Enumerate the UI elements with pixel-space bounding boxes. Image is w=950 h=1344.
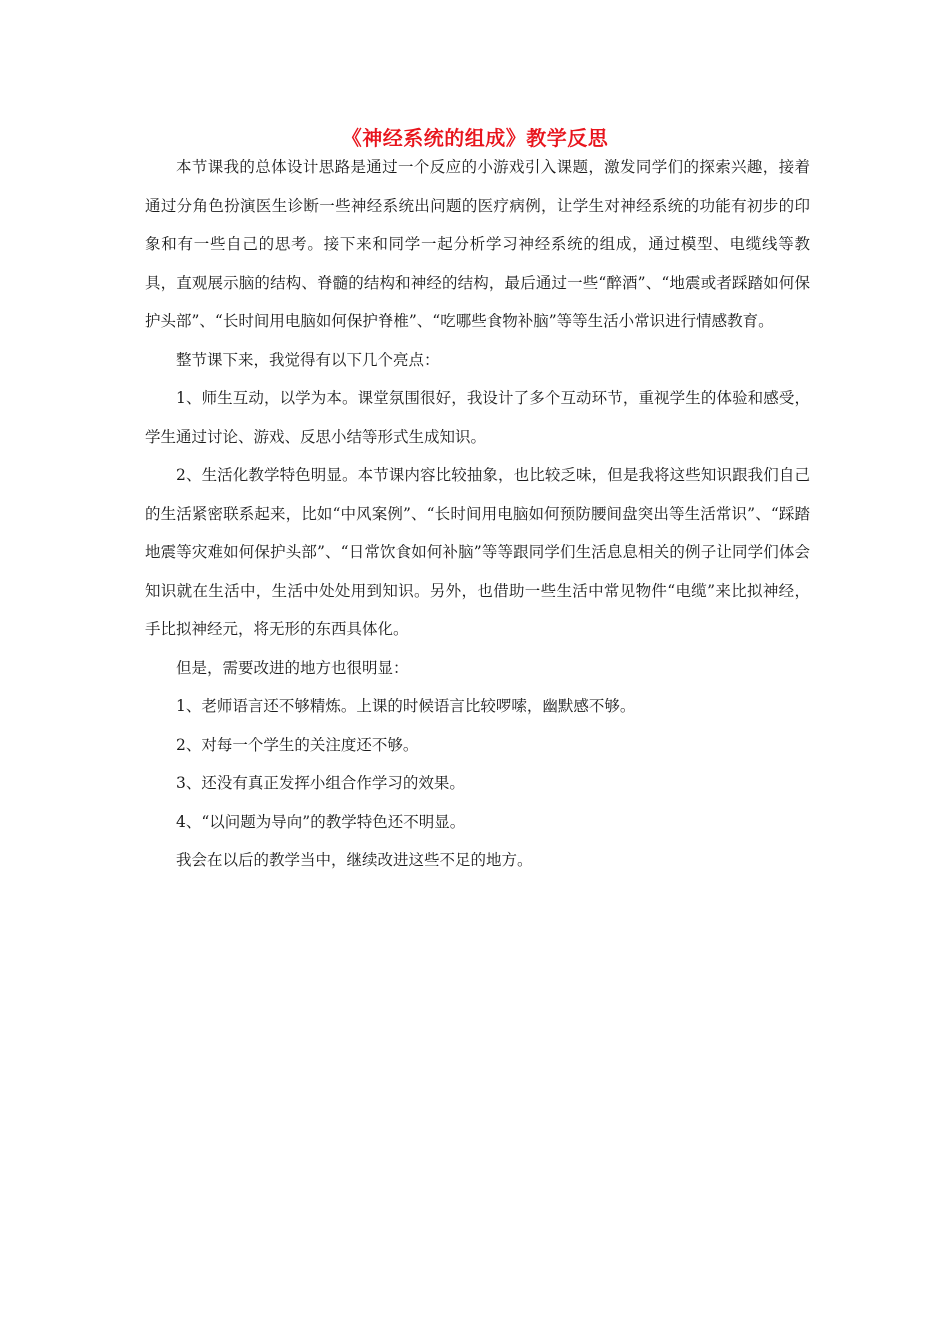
paragraph-highlight-2: 2、生活化教学特色明显。本节课内容比较抽象，也比较乏味，但是我将这些知识跟我们自己的生活紧密联系起来，比如“中风案例”、“长时间用电脑如何预防腰间盘突出等生活常识”、“踩踏地震等灾难如何保护头部”、“日常饮食如何补脑”等等跟同学们生活息息相关的例子让同学们体会知识就在生活中，生活中处处用到知识。另外，也借助一些生活中常见物件“电缆”来比拟神经，手比拟神经元，将无形的东西具体化。 <box>145 466 810 638</box>
paragraph-improvement-3: 3、还没有真正发挥小组合作学习的效果。 <box>176 774 465 792</box>
document-title: 《神经系统的组成》教学反思 <box>341 126 609 150</box>
paragraph-highlight-1: 1、师生互动，以学为本。课堂氛围很好，我设计了多个互动环节，重视学生的体验和感受，学生通过讨论、游戏、反思小结等形式生成知识。 <box>145 389 810 446</box>
paragraph-improvements-intro: 但是，需要改进的地方也很明显： <box>176 658 409 677</box>
paragraph-highlights-intro: 整节课下来，我觉得有以下几个亮点： <box>176 350 440 369</box>
document-body <box>145 148 810 880</box>
paragraph-improvement-1: 1、老师语言还不够精炼。上课的时候语言比较啰嗦，幽默感不够。 <box>176 697 636 715</box>
paragraph-improvement-4: 4、“以问题为导向”的教学特色还不明显。 <box>176 812 466 831</box>
paragraph-design-overview: 本节课我的总体设计思路是通过一个反应的小游戏引入课题，激发同学们的探索兴趣，接着通过分角色扮演医生诊断一些神经系统出问题的医疗病例，让学生对神经系统的功能有初步的印象和有一些自己的思考。接下来和同学一起分析学习神经系统的组成，通过模型、电缆线等教具，直观展示脑的结构、脊髓的结构和神经的结构，最后通过一些“醉酒”、“地震或者踩踏如何保护头部”、“长时间用电脑如何保护脊椎”、“吃哪些食物补脑”等等生活小常识进行情感教育。 <box>145 158 810 330</box>
paragraph-improvement-2: 2、对每一个学生的关注度还不够。 <box>176 735 419 754</box>
paragraph-conclusion: 我会在以后的教学当中，继续改进这些不足的地方。 <box>176 851 533 869</box>
